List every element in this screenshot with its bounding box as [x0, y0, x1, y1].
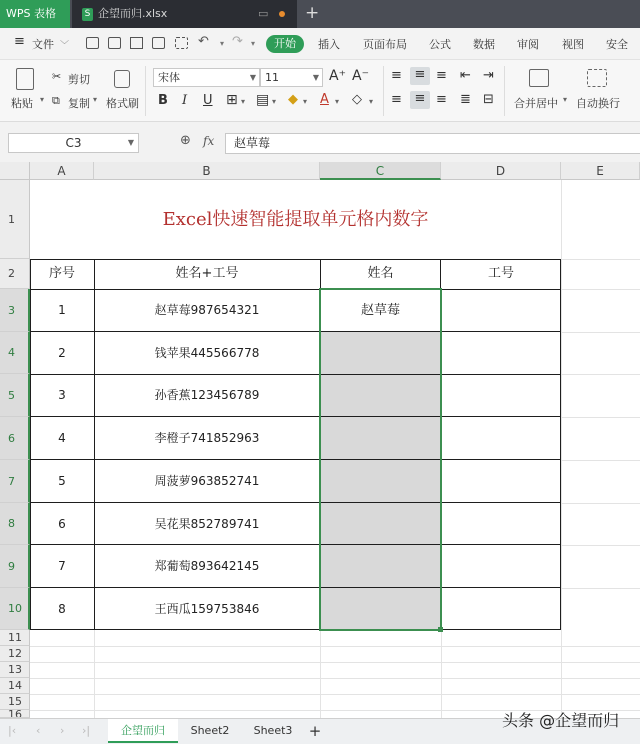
- wrap-text-icon[interactable]: [587, 69, 607, 87]
- cell-style-dropdown-icon[interactable]: ▾: [272, 97, 277, 106]
- bold-button[interactable]: B: [158, 93, 168, 108]
- fill-color-dropdown-icon[interactable]: ▾: [303, 97, 308, 106]
- file-tab-label: 企望而归.xlsx: [98, 7, 168, 20]
- align-right-icon[interactable]: ≡: [436, 92, 447, 107]
- file-tab[interactable]: [72, 0, 297, 28]
- copy-button[interactable]: 复制: [68, 97, 90, 110]
- justify-icon[interactable]: ≣: [460, 92, 471, 107]
- table-border: [560, 259, 561, 630]
- tab-review[interactable]: 审阅: [517, 38, 539, 51]
- cell-a8[interactable]: 6: [58, 517, 66, 531]
- row-header-14[interactable]: 14: [0, 678, 30, 694]
- row-header-2[interactable]: 2: [0, 259, 30, 289]
- save-icon[interactable]: [108, 37, 121, 49]
- watermark-text: 头条 @企望而归: [502, 711, 620, 730]
- zoom-search-icon[interactable]: ⊕: [180, 133, 191, 148]
- unsaved-dot-icon: [279, 11, 285, 17]
- tab-formula[interactable]: 公式: [429, 38, 451, 51]
- column-header-c[interactable]: C: [320, 162, 441, 180]
- cell-a6[interactable]: 4: [58, 431, 66, 445]
- tab-data[interactable]: 数据: [473, 38, 495, 51]
- cell-b8[interactable]: 吴花果852789741: [154, 517, 260, 531]
- gridline: [441, 630, 442, 718]
- selection-outline: [319, 288, 442, 631]
- row-header-16[interactable]: 16: [0, 710, 30, 718]
- cell-style-icon[interactable]: ▤: [256, 92, 270, 108]
- copy-icon[interactable]: ⧉: [52, 94, 60, 107]
- indent-decrease-icon[interactable]: ⇤: [460, 68, 471, 83]
- cell-b6[interactable]: 李橙子741852963: [154, 431, 260, 445]
- cell-a10[interactable]: 8: [58, 602, 66, 616]
- first-sheet-icon[interactable]: |‹: [8, 724, 17, 737]
- column-header-b[interactable]: B: [94, 162, 320, 180]
- gridline: [561, 180, 562, 718]
- sheet-tab-sheet3[interactable]: Sheet3: [253, 724, 293, 737]
- redo-dropdown-icon[interactable]: ▾: [251, 39, 256, 48]
- cell-b10[interactable]: 王西瓜159753846: [154, 602, 260, 616]
- undo-dropdown-icon[interactable]: ▾: [220, 39, 225, 48]
- gridline: [561, 417, 640, 418]
- gridline: [561, 374, 640, 375]
- font-color-dropdown-icon[interactable]: ▾: [335, 97, 340, 106]
- font-shrink-button[interactable]: A⁻: [352, 68, 369, 84]
- row-header-8[interactable]: 8: [0, 503, 30, 545]
- header-cell-name[interactable]: 姓名: [367, 266, 394, 281]
- cut-icon[interactable]: ✂: [52, 70, 62, 83]
- fill-handle[interactable]: [438, 627, 443, 632]
- sheet-title-cell[interactable]: Excel快速智能提取单元格内数字: [162, 209, 429, 230]
- formula-bar: [0, 122, 640, 162]
- print-icon[interactable]: [152, 37, 165, 49]
- new-tab-button[interactable]: +: [305, 3, 320, 23]
- cell-c3[interactable]: 赵草莓: [360, 303, 400, 318]
- tab-insert[interactable]: 插入: [318, 38, 340, 51]
- paste-icon[interactable]: [16, 68, 34, 90]
- divider: [145, 66, 146, 116]
- tab-start[interactable]: 开始: [266, 35, 304, 53]
- row-header-4[interactable]: 4: [0, 332, 30, 374]
- chevron-down-icon[interactable]: ﹀: [60, 41, 70, 51]
- row-header-6[interactable]: 6: [0, 417, 30, 460]
- row-header-3[interactable]: 3: [0, 289, 30, 332]
- cell-b4[interactable]: 钱苹果445566778: [154, 346, 260, 360]
- align-left-icon[interactable]: ≡: [391, 92, 402, 107]
- indent-increase-icon[interactable]: ⇥: [483, 68, 494, 83]
- font-color-icon[interactable]: A: [320, 92, 329, 107]
- gridline: [561, 460, 640, 461]
- italic-button[interactable]: I: [182, 93, 188, 108]
- cell-a7[interactable]: 5: [58, 474, 66, 488]
- gridline: [30, 646, 640, 647]
- font-size-select[interactable]: [260, 68, 323, 87]
- print-preview-icon[interactable]: [175, 37, 188, 49]
- header-cell-name-id[interactable]: 姓名+工号: [175, 266, 239, 281]
- fill-color-icon[interactable]: ◆: [288, 92, 298, 107]
- row-header-11[interactable]: 11: [0, 630, 30, 646]
- undo-icon[interactable]: ↶: [198, 34, 209, 49]
- font-size-value: 11: [265, 71, 279, 84]
- row-header-15[interactable]: 15: [0, 694, 30, 710]
- gridline: [561, 503, 640, 504]
- chevron-down-icon: ▼: [127, 138, 134, 147]
- row-header-12[interactable]: 12: [0, 646, 30, 662]
- tab-page-layout[interactable]: 页面布局: [363, 38, 407, 51]
- prev-sheet-icon[interactable]: ‹: [36, 724, 41, 737]
- gridline: [561, 588, 640, 589]
- cell-a9[interactable]: 7: [58, 559, 66, 573]
- export-icon[interactable]: [130, 37, 143, 49]
- gridline: [30, 662, 640, 663]
- align-center-icon[interactable]: ≡: [410, 91, 430, 109]
- name-box-value: C3: [65, 136, 82, 150]
- fx-icon[interactable]: fx: [203, 134, 215, 148]
- align-middle-icon[interactable]: ≡: [410, 67, 430, 85]
- merge-center-button[interactable]: 合并居中: [514, 97, 558, 110]
- cell-a5[interactable]: 3: [58, 388, 66, 402]
- paste-button[interactable]: 粘贴: [11, 97, 33, 110]
- sheet-tab-active[interactable]: 企望而归: [108, 719, 178, 743]
- format-painter-icon[interactable]: [114, 70, 130, 88]
- gridline: [30, 678, 640, 679]
- font-name-value: 宋体: [158, 71, 180, 84]
- font-grow-button[interactable]: A⁺: [329, 68, 346, 84]
- wrap-text-button[interactable]: 自动换行: [576, 97, 620, 110]
- column-header-d[interactable]: D: [441, 162, 561, 180]
- row-header-7[interactable]: 7: [0, 460, 30, 503]
- row-header-1[interactable]: 1: [0, 180, 30, 259]
- cell-b9[interactable]: 郑葡萄893642145: [154, 559, 260, 573]
- clear-format-dropdown-icon[interactable]: ▾: [369, 97, 374, 106]
- monitor-icon[interactable]: ▭: [258, 7, 269, 20]
- cell-a3[interactable]: 1: [58, 303, 66, 317]
- tab-security[interactable]: 安全: [606, 38, 628, 51]
- add-sheet-button[interactable]: +: [308, 722, 322, 740]
- title-bar: [0, 0, 640, 28]
- cell-b7[interactable]: 周菠萝963852741: [154, 474, 260, 488]
- gridline: [561, 545, 640, 546]
- column-header-a[interactable]: A: [30, 162, 94, 180]
- cell-b5[interactable]: 孙香蕉123456789: [154, 388, 260, 402]
- menu-bar: [0, 28, 640, 60]
- ribbon-toolbar: [0, 60, 640, 122]
- copy-dropdown-icon[interactable]: ▾: [93, 95, 98, 104]
- underline-button[interactable]: U: [203, 93, 213, 108]
- spreadsheet-icon: S: [82, 8, 93, 21]
- select-all-corner[interactable]: [0, 162, 30, 180]
- name-box[interactable]: [8, 133, 139, 153]
- redo-icon[interactable]: ↷: [232, 34, 243, 49]
- row-header-9[interactable]: 9: [0, 545, 30, 588]
- file-menu[interactable]: 文件: [32, 38, 54, 51]
- gridline: [561, 332, 640, 333]
- gridline: [94, 630, 95, 718]
- column-header-e[interactable]: E: [561, 162, 640, 180]
- chevron-down-icon: ▼: [312, 73, 319, 82]
- header-cell-no[interactable]: 序号: [48, 266, 75, 281]
- font-name-select[interactable]: [153, 68, 260, 87]
- hamburger-icon[interactable]: ≡: [14, 34, 25, 49]
- divider: [504, 66, 505, 116]
- gridline: [561, 289, 640, 290]
- merge-dropdown-icon[interactable]: ▾: [563, 95, 568, 104]
- format-painter-button[interactable]: 格式刷: [106, 97, 139, 110]
- align-bottom-icon[interactable]: ≡: [436, 68, 447, 83]
- cell-a4[interactable]: 2: [58, 346, 66, 360]
- distribute-icon[interactable]: ⊟: [483, 92, 494, 107]
- cut-button[interactable]: 剪切: [68, 73, 90, 86]
- app-tab[interactable]: WPS 表格: [0, 0, 70, 28]
- chevron-down-icon: ▼: [249, 73, 256, 82]
- formula-input[interactable]: 赵草莓: [225, 133, 640, 154]
- cell-b3[interactable]: 赵草莓987654321: [154, 303, 260, 317]
- divider: [383, 66, 384, 116]
- align-top-icon[interactable]: ≡: [391, 68, 402, 83]
- sheet-tab-sheet2[interactable]: Sheet2: [190, 724, 230, 737]
- gridline: [561, 259, 640, 260]
- last-sheet-icon[interactable]: ›|: [82, 724, 91, 737]
- row-header-10[interactable]: 10: [0, 588, 30, 630]
- merge-center-icon[interactable]: [529, 69, 549, 87]
- open-folder-icon[interactable]: [86, 37, 99, 49]
- row-header-13[interactable]: 13: [0, 662, 30, 678]
- paste-dropdown-icon[interactable]: ▾: [40, 95, 45, 104]
- next-sheet-icon[interactable]: ›: [60, 724, 65, 737]
- borders-dropdown-icon[interactable]: ▾: [241, 97, 246, 106]
- clear-format-icon[interactable]: ◇: [352, 92, 362, 107]
- row-header-5[interactable]: 5: [0, 374, 30, 417]
- tab-view[interactable]: 视图: [562, 38, 584, 51]
- borders-icon[interactable]: ⊞: [226, 92, 238, 108]
- gridline: [320, 630, 321, 718]
- gridline: [30, 694, 640, 695]
- header-cell-id[interactable]: 工号: [487, 266, 514, 281]
